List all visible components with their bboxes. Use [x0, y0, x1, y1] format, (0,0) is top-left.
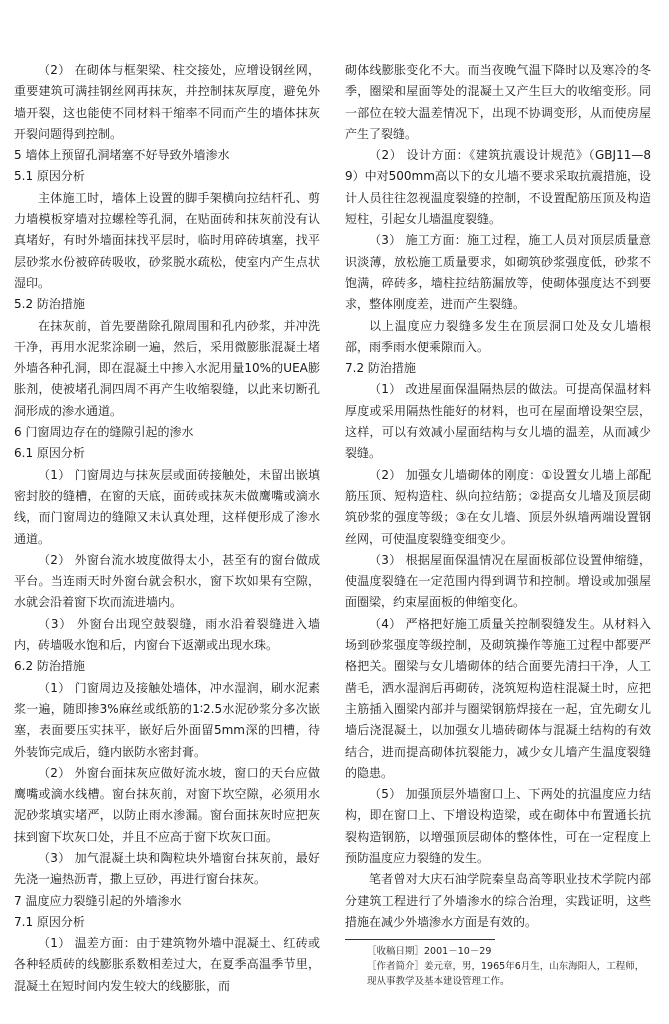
paragraph: 以上温度应力裂缝多发生在顶层洞口处及女儿墙根部，雨季雨水便乘隙而入。 — [345, 318, 651, 354]
author-bio-label: ［作者简介］ — [367, 961, 425, 973]
section-heading: 7.2 防治措施 — [345, 361, 416, 376]
paragraph: （2） 在砌体与框架梁、柱交接处，应增设钢丝网，重要建筑可满挂钢丝网再抹灰，并控制抹灰厚度，避免外墙开裂，这也能使不同材料干缩率不同而产生的墙体抹灰开裂问题得到控制。 — [14, 63, 320, 141]
paragraph: （2） 外窗台流水坡度做得太小，甚至有的窗台做成平台。当连雨天时外窗台就会积水，窗下坎如果有空隙，水就会沿着窗下坎而流进墙内。 — [14, 552, 320, 610]
received-date-value: 2001－10－29 — [424, 946, 492, 958]
paragraph: （3） 施工方面：施工过程，施工人员对顶层质量意识淡薄，放松施工质量要求，如砌筑砂浆强度低，砂浆不饱满，碎砖多，墙柱拉结筋漏放等，使砌体强度达不到要求，整体刚度差，进而产生裂缝。 — [345, 233, 651, 312]
section-heading: 5 墙体上预留孔洞堵塞不好导致外墙渗水 — [14, 148, 230, 163]
paragraph: （2） 设计方面：《建筑抗震设计规范》（GBJ11—89）中对500mm高以下的女儿墙不要求采取抗震措施，设计人员往往忽视温度裂缝的控制，不设置配筋压顶及构造短柱，引起女儿墙温度裂缝。 — [345, 148, 651, 227]
section-heading: 7.1 原因分析 — [14, 914, 85, 929]
paragraph: （1） 门窗周边与抹灰层或面砖接触处，未留出嵌填密封胶的缝槽，在窗的天底，面砖或抹灰未做鹰嘴或滴水线，而门窗周边的缝隙又未认真处理，这样便形成了渗水通道。 — [14, 467, 320, 546]
paragraph: （2） 加强女儿墙砌体的刚度：①设置女儿墙上部配筋压顶、短构造柱、纵向拉结筋；②提高女儿墙及顶层砌筑砂浆的强度等级；③在女儿墙、顶层外纵墙两端设置钢丝网，可使温度裂缝变细变少。 — [345, 467, 651, 546]
author-bio-note — [345, 959, 651, 989]
received-date-label: ［收稿日期］ — [367, 946, 425, 958]
paragraph: 在抹灰前，首先要凿除孔隙周围和孔内砂浆，并冲洗干净，再用水泥浆涂刷一遍，然后，采用微膨胀混凝土堵外墙各种孔洞，即在混凝土中掺入水泥用量10%的UEA膨胀剂，使被堵孔洞四周不再产生收缩裂缝，以此来切断孔洞形成的渗水通道。 — [14, 318, 320, 418]
section-heading: 5.1 原因分析 — [14, 169, 85, 184]
author-bio-value: 姜元章，男，1965年6月生，山东海阳人，工程师，现从事教学及基本建设管理工作。 — [367, 961, 645, 988]
section-heading: 6.2 防治措施 — [14, 659, 85, 674]
paragraph: （3） 根据屋面保温情况在屋面板部位设置伸缩缝，使温度裂缝在一定范围内得到调节和控制。增设或加强屋面圈梁，约束屋面板的伸缩变化。 — [345, 552, 651, 610]
paragraph: （4） 严格把好施工质量关控制裂缝发生。从材料入场到砂浆强度等级控制，及砌筑操作等施工过程中都要严格把关。圈梁与女儿墙砌体的结合面要先清扫干净，人工凿毛，洒水湿润后再砌砖，浇筑短构造柱混凝土时，应把主筋插入圈梁内部并与圈梁钢筋焊接在一起，宜先砌女儿墙后浇混凝土，以加强女儿墙砖砌体与混凝土结构的有效结合，进而提高砌体抗裂能力，减少女儿墙产生温度裂缝的隐患。 — [345, 616, 651, 780]
paragraph: （1） 门窗周边及接触处墙体，冲水湿润，刷水泥素浆一遍，随即掺3%麻丝或纸筋的1∶2.5水泥砂浆分多次嵌塞，表面要压实抹平，嵌好后外面留5mm深的凹槽，待外装饰完成后，缝内嵌防水密封膏。 — [14, 680, 320, 759]
paragraph: （3） 加气混凝土块和陶粒块外墙窗台抹灰前，最好先浇一遍热沥青，撒上豆砂，再进行窗台抹灰。 — [14, 850, 320, 887]
paragraph: （1） 温差方面：由于建筑物外墙中混凝土、红砖或各种轻质砖的线膨胀系数相差过大，在夏季高温季节里，混凝土在短时间内发生较大的线膨胀，而 — [14, 936, 320, 993]
paragraph: （1） 改进屋面保温隔热层的做法。可提高保温材料厚度或采用隔热性能好的材料，也可在屋面增设架空层，这样，可以有效减小屋面结构与女儿墙的温差，从而减少裂缝。 — [345, 382, 651, 461]
paragraph: 砌体线膨胀变化不大。而当夜晚气温下降时以及寒冷的冬季，圈梁和屋面等处的混凝土又产生巨大的收缩变形。同一部位在较大温差情况下，出现不协调变形，从而使房屋产生了裂缝。 — [345, 63, 651, 141]
right-column-body — [345, 60, 651, 933]
paragraph: 笔者曾对大庆石油学院秦皇岛高等职业技术学院内部分建筑工程进行了外墙渗水的综合治理，实践证明，这些措施在减少外墙渗水方面是有效的。 — [345, 872, 651, 929]
section-heading: 6.1 原因分析 — [14, 446, 85, 461]
paragraph: （3） 外窗台出现空鼓裂缝，雨水沿着裂缝进入墙内，砖墙吸水饱和后，内窗台下返潮或出现水珠。 — [14, 616, 320, 653]
paragraph: 主体施工时，墙体上设置的脚手架横向拉结杆孔、剪力墙模板穿墙对拉螺栓等孔洞，在贴面砖和抹灰前没有认真堵好，有时外墙面抹找平层时，临时用碎砖填塞，找平层砂浆水份被碎砖吸收，砂浆脱水疏松，使室内产生点状湿印。 — [14, 190, 320, 290]
section-heading: 5.2 防治措施 — [14, 297, 85, 312]
paragraph: （2） 外窗台面抹灰应做好流水坡，窗口的天台应做鹰嘴或滴水线槽。窗台抹灰前，对窗下坎空隙，必须用水泥砂浆填实堵严，以防止雨水渗漏。窗台面抹灰时应把灰抹到窗下坎灰口处，并且不应高于窗下坎灰口面。 — [14, 765, 320, 844]
footnote-divider — [345, 939, 495, 940]
paragraph: （5） 加强顶层外墙窗口上、下两处的抗温度应力结构，即在窗口上、下增设构造梁，或在砌体中布置通长抗裂构造钢筋，以增强顶层砌体的整体性，可在一定程度上预防温度应力裂缝的发生。 — [345, 787, 651, 865]
left-column — [14, 60, 320, 997]
received-date-note — [345, 944, 651, 959]
section-heading: 7 温度应力裂缝引起的外墙渗水 — [14, 893, 182, 908]
section-heading: 6 门窗周边存在的缝隙引起的渗水 — [14, 425, 194, 440]
right-column — [345, 60, 651, 989]
